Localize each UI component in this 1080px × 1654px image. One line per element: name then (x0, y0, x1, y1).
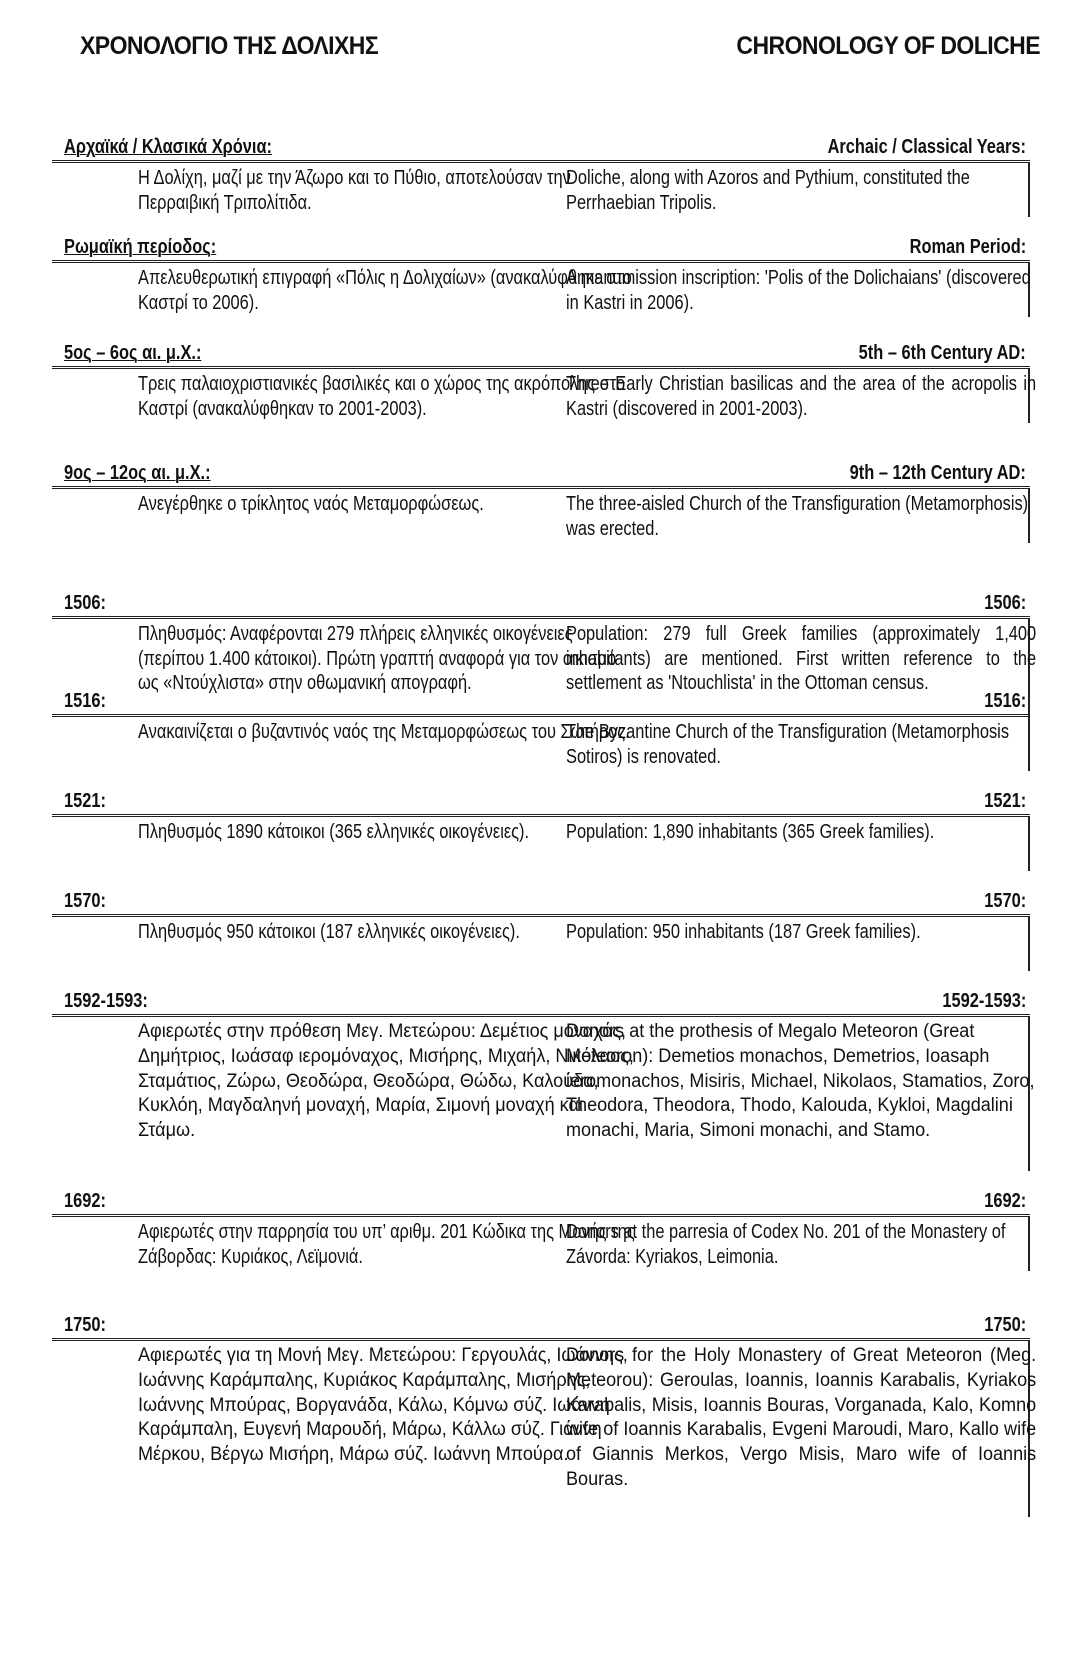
period-label-english: 5th – 6th Century AD: (858, 342, 1026, 364)
entry-text-greek: Πληθυσμός 1890 κάτοικοι (365 ελληνικές οικογένειες). (138, 821, 530, 843)
entry-text-greek: Πληθυσμός 950 κάτοικοι (187 ελληνικές οικογένειες). (138, 921, 520, 943)
period-label-greek: 1692: (64, 1190, 106, 1212)
entry-text-english: Donors for the Holy Monastery of Great Meteoron (Meg. Meteorou): Geroulas, Ioannis, Ioannis Karabalis, Kyriakos Karabalis, Misis, Ioannis Bouras, Vorganada, Kalo, Komno wife of Ioannis Karabalis, Evgeni Maroudi, Maro, Kallo wife of Giannis Merkos, Vergo Misis, Maro wife of Ioannis Bouras. (566, 1345, 1037, 1490)
chronology-entry (52, 462, 1030, 543)
entry-text-english: Doliche, along with Azoros and Pythium, constituted the Perrhaebian Tripolis. (566, 167, 970, 214)
entry-body (52, 917, 1030, 971)
entry-text-greek: Απελευθερωτική επιγραφή «Πόλις η Δολιχαίων» (ανακαλύφθηκε στο Καστρί το 2006). (138, 267, 632, 314)
entry-body (52, 1017, 1035, 1171)
entry-header (52, 690, 1030, 717)
entry-body (52, 163, 1030, 217)
entry-text-greek: Τρεις παλαιοχριστιανικές βασιλικές και ο χώρος της ακρόπολης στο Καστρί (ανακαλύφθηκαν το 2001-2003). (138, 373, 626, 420)
entry-header (52, 990, 1030, 1017)
entry-body (52, 369, 1037, 423)
entry-body (52, 817, 1030, 871)
entry-text-english: Donors at the prothesis of Megalo Meteoron (Great Meteoron): Demetios monachos, Demetrios, Ioasaph ieromonachos, Misiris, Michael, Nikolaos, Stamatios, Zoro, Theodora, Theodora, Thodo, Kalouda, Kykloi, Magdalini monachi, Maria, Simoni monachi, and Stamo. (566, 1021, 1035, 1142)
entry-header (52, 462, 1030, 489)
chronology-entry (52, 1314, 1037, 1517)
entry-body (52, 489, 1030, 543)
chronology-entry (52, 1190, 1030, 1271)
entry-text-greek: Πληθυσμός: Αναφέρονται 279 πλήρεις ελληνικές οικογένειες (περίπου 1.400 κάτοικοι). Πρώτη γραπτή αναφορά για τον οικισμό ως «Ντούχλιστα» στην οθωμανική απογραφή. (138, 623, 617, 695)
title-greek: ΧΡΟΝΟΛΟΓΙΟ ΤΗΣ ΔΟΛΙΧΗΣ (80, 32, 379, 60)
chronology-entry (52, 990, 1035, 1171)
chronology-entry (52, 136, 1030, 217)
entry-body (52, 1217, 1030, 1271)
period-label-greek: 1592-1593: (64, 990, 148, 1012)
entry-text-greek: Ανεγέρθηκε ο τρίκλητος ναός Μεταμορφώσεως. (138, 493, 484, 515)
entry-header (52, 790, 1030, 817)
period-label-greek: 1506: (64, 592, 106, 614)
entry-header (52, 1314, 1030, 1341)
document-header (80, 32, 1040, 72)
period-label-english: 1570: (984, 890, 1026, 912)
period-label-english: 1521: (984, 790, 1026, 812)
entry-text-greek: Αφιερωτές στην παρρησία του υπ’ αριθμ. 201 Κώδικα της Μονής της Ζάβορδας: Κυριάκος, Λεϊμονιά. (138, 1221, 635, 1268)
period-label-greek: 1750: (64, 1314, 106, 1336)
entry-header (52, 890, 1030, 917)
entry-text-english: The three-aisled Church of the Transfiguration (Metamorphosis) was erected. (566, 493, 1029, 540)
entry-body (52, 717, 1030, 771)
entry-text-english: The Byzantine Church of the Transfiguration (Metamorphosis Sotiros) is renovated. (566, 721, 1010, 768)
entry-text-greek: Ανακαινίζεται ο βυζαντινός ναός της Μεταμορφώσεως του Σωτήρος. (138, 721, 630, 743)
chronology-entry (52, 690, 1030, 771)
period-label-english: Archaic / Classical Years: (827, 136, 1026, 158)
entry-header (52, 1190, 1030, 1217)
entry-text-english: Population: 279 full Greek families (approximately 1,400 inhabitants) are mentioned. First written reference to the settlement as 'Ntouchlista' in the Ottoman census. (566, 623, 1037, 695)
period-label-english: 1516: (984, 690, 1026, 712)
period-label-english: 1506: (984, 592, 1026, 614)
entry-body (52, 263, 1030, 317)
period-label-english: Roman Period: (909, 236, 1026, 258)
entry-header (52, 136, 1030, 163)
period-label-greek: 5ος – 6ος αι. μ.Χ.: (64, 342, 202, 364)
period-label-english: 9th – 12th Century AD: (849, 462, 1026, 484)
period-label-english: 1592-1593: (942, 990, 1026, 1012)
period-label-greek: 1570: (64, 890, 106, 912)
period-label-greek: 1521: (64, 790, 106, 812)
chronology-entry (52, 236, 1030, 317)
entry-text-english: Population: 950 inhabitants (187 Greek families). (566, 921, 921, 943)
period-label-greek: 9ος – 12ος αι. μ.Χ.: (64, 462, 211, 484)
entry-text-english: Population: 1,890 inhabitants (365 Greek families). (566, 821, 935, 843)
entry-text-english: Donors at the parresia of Codex No. 201 of the Monastery of Závorda: Kyriakos, Leimonia. (566, 1221, 1006, 1268)
period-label-greek: Αρχαϊκά / Κλασικά Χρόνια: (64, 136, 273, 158)
period-label-greek: 1516: (64, 690, 106, 712)
chronology-entry (52, 342, 1037, 423)
entry-text-greek: Η Δολίχη, μαζί με την Άζωρο και το Πύθιο, αποτελούσαν την Περραιβική Τριπολίτιδα. (138, 167, 571, 214)
entry-text-greek: Αφιερωτές για τη Μονή Μεγ. Μετεώρου: Γεργουλάς, Ιωάννης, Ιωάννης Καράμπαλης, Κυριάκος Καράμπαλης, Μισήρης, Ιωάννης Μπούρας, Βοργανάδα, Κάλω, Κόμνω σύζ. Ιωάννη Καράμπαλη, Ευγενή Μαρουδή, Μάρω, Κάλλω σύζ. Γιάννη Μέρκου, Βέργω Μισήρη, Μάρω σύζ. Ιωάννη Μπούρα. (138, 1345, 628, 1466)
entry-header (52, 342, 1030, 369)
period-label-english: 1750: (984, 1314, 1026, 1336)
entry-header (52, 592, 1030, 619)
title-english: CHRONOLOGY OF DOLICHE (736, 32, 1040, 60)
entry-text-english: A manumission inscription: 'Polis of the Dolichaians' (discovered in Kastri in 2006). (566, 267, 1031, 314)
entry-text-english: Three Early Christian basilicas and the area of the acropolis in Kastri (discovered in 2001-2003). (566, 373, 1037, 420)
entry-text-greek: Αφιερωτές στην πρόθεση Μεγ. Μετεώρου: Δεμέτιος μοναχός, Δημήτριος, Ιωάσαφ ιερομόναχος, Μισήρης, Μιχαήλ, Νικόλαος, Σταμάτιος, Ζώρω, Θεοδώρα, Θεοδώρα, Θώδω, Καλούδα, Κυκλόη, Μαγδαληνή μοναχή, Μαρία, Σιμονή μοναχή και Στάμω. (138, 1021, 634, 1142)
chronology-entry (52, 790, 1030, 871)
period-label-english: 1692: (984, 1190, 1026, 1212)
chronology-entry (52, 890, 1030, 971)
entry-body (52, 1341, 1037, 1517)
entry-header (52, 236, 1030, 263)
period-label-greek: Ρωμαϊκή περίοδος: (64, 236, 217, 258)
